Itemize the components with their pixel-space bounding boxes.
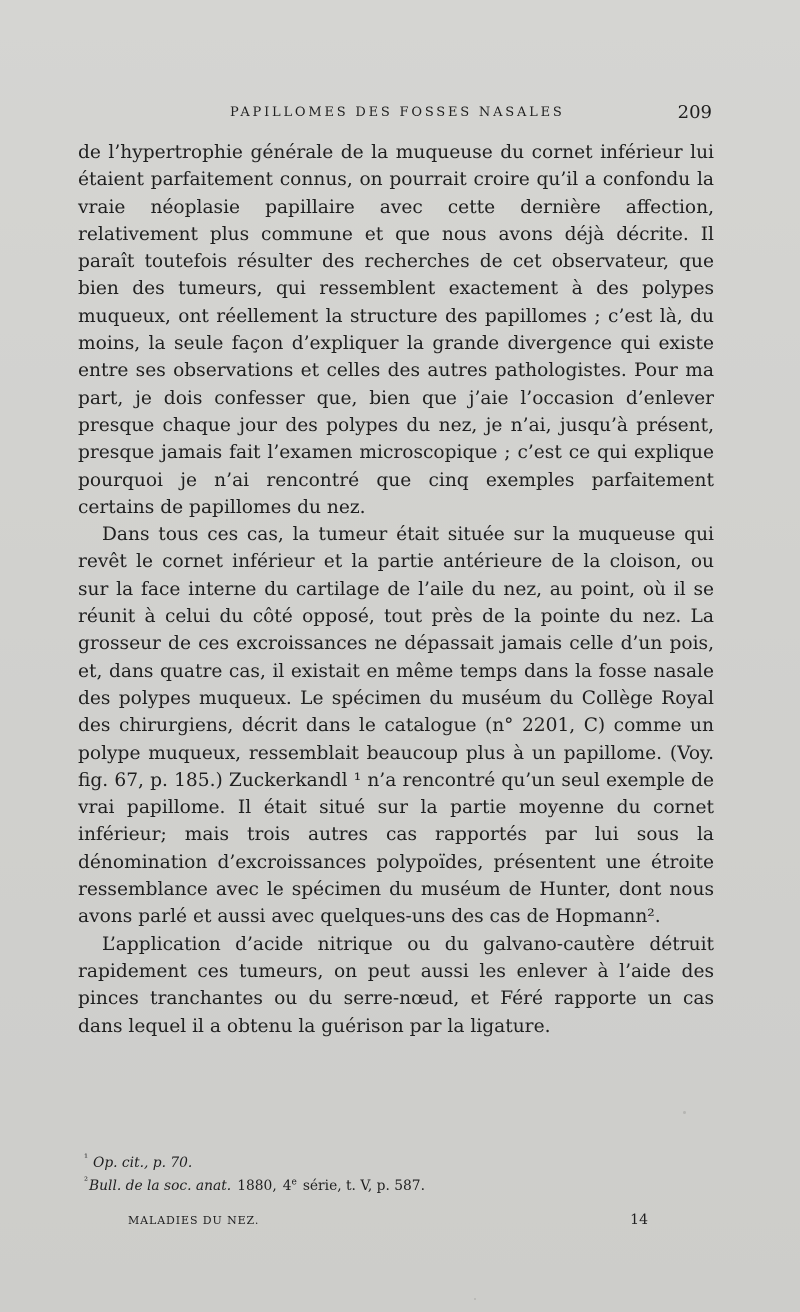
running-title: PAPILLOMES DES FOSSES NASALES	[230, 105, 565, 120]
paragraph-2: Dans tous ces cas, la tumeur était située sur la muqueuse qui revêt le cornet inférieur et la partie antérieure de la cloison, ou sur la face interne du cartilage de l’aile du nez, au point, où il se réunit à celui du côté opposé, tout près de la pointe du nez. La grosseur de ces excroissances ne dépassait jamais celle d’un pois, et, dans quatre cas, il existait en même temps dans la fosse nasale des polypes muqueux. Le spécimen du muséum du Collège Royal des chirurgiens, décrit dans le catalogue (n° 2201, C) comme un polype muqueux, ressemblait beaucoup plus à un papillome. (Voy. fig. 67, p. 185.) Zuckerkandl ¹ n’a rencontré qu’un seul exemple de vrai papillome. Il était situé sur la partie moyenne du cornet inférieur; mais trois autres cas rapportés par lui sous la dénomination d’excroissances polypoïdes, présentent une étroite ressemblance avec le spécimen du muséum de Hunter, dont nous avons parlé et aussi avec quelques-uns des cas de Hopmann².	[78, 524, 714, 928]
paragraph-3: L’application d’acide nitrique ou du galvano-cautère détruit rapidement ces tumeurs, on peut aussi les enlever à l’aide des pinces tranchantes ou du serre-nœud, et Féré rapporte un cas dans lequel il a obtenu la guérison par la ligature.	[78, 933, 714, 1037]
signature-text: MALADIES DU NEZ.	[128, 1214, 260, 1227]
footnote-2-details: série, t. V, p. 587.	[302, 1178, 425, 1194]
footnote-2-series-suffix: e	[291, 1177, 297, 1188]
paragraph-1: de l’hypertrophie générale de la muqueuse du cornet inférieur lui étaient parfaitement connus, on pourrait croire qu’il a confondu la vraie néoplasie papillaire avec cette dernière affection, relativement plus commune et que nous avons déjà décrite. Il paraît toutefois résulter des recherches de cet observateur, que bien des tumeurs, qui ressemblent exactement à des polypes muqueux, ont réellement la structure des papillomes ; c’est là, du moins, la seule façon d’expliquer la grande divergence qui existe entre ses observations et celles des autres pathologistes. Pour ma part, je dois confesser que, bien que j’aie l’occasion d’enlever presque chaque jour des polypes du nez, je n’ai, jusqu’à présent, presque jamais fait l’examen microscopique ; c’est ce qui explique pourquoi je n’ai rencontré que cinq exemples parfaitement certains de papillomes du nez.	[78, 142, 714, 518]
footnote-1	[84, 1152, 704, 1175]
main-text	[78, 139, 714, 1040]
footnote-2-series-number: 4	[282, 1178, 292, 1194]
signature-line	[128, 1212, 648, 1234]
footnote-1-text: Op. cit., p. 70.	[93, 1155, 193, 1171]
page-number: 209	[677, 102, 712, 123]
paper-speck	[474, 1298, 476, 1300]
footnote-2	[84, 1175, 704, 1198]
footnote-2-year: 1880,	[237, 1178, 277, 1194]
footnote-1-marker: ¹	[84, 1153, 89, 1165]
signature-number: 14	[630, 1212, 648, 1228]
paper-speck	[683, 1111, 686, 1114]
running-header	[78, 103, 712, 129]
footnote-2-journal: Bull. de la soc. anat.	[89, 1178, 232, 1194]
footnotes	[84, 1152, 704, 1198]
footnote-2-marker: ²	[84, 1176, 89, 1188]
